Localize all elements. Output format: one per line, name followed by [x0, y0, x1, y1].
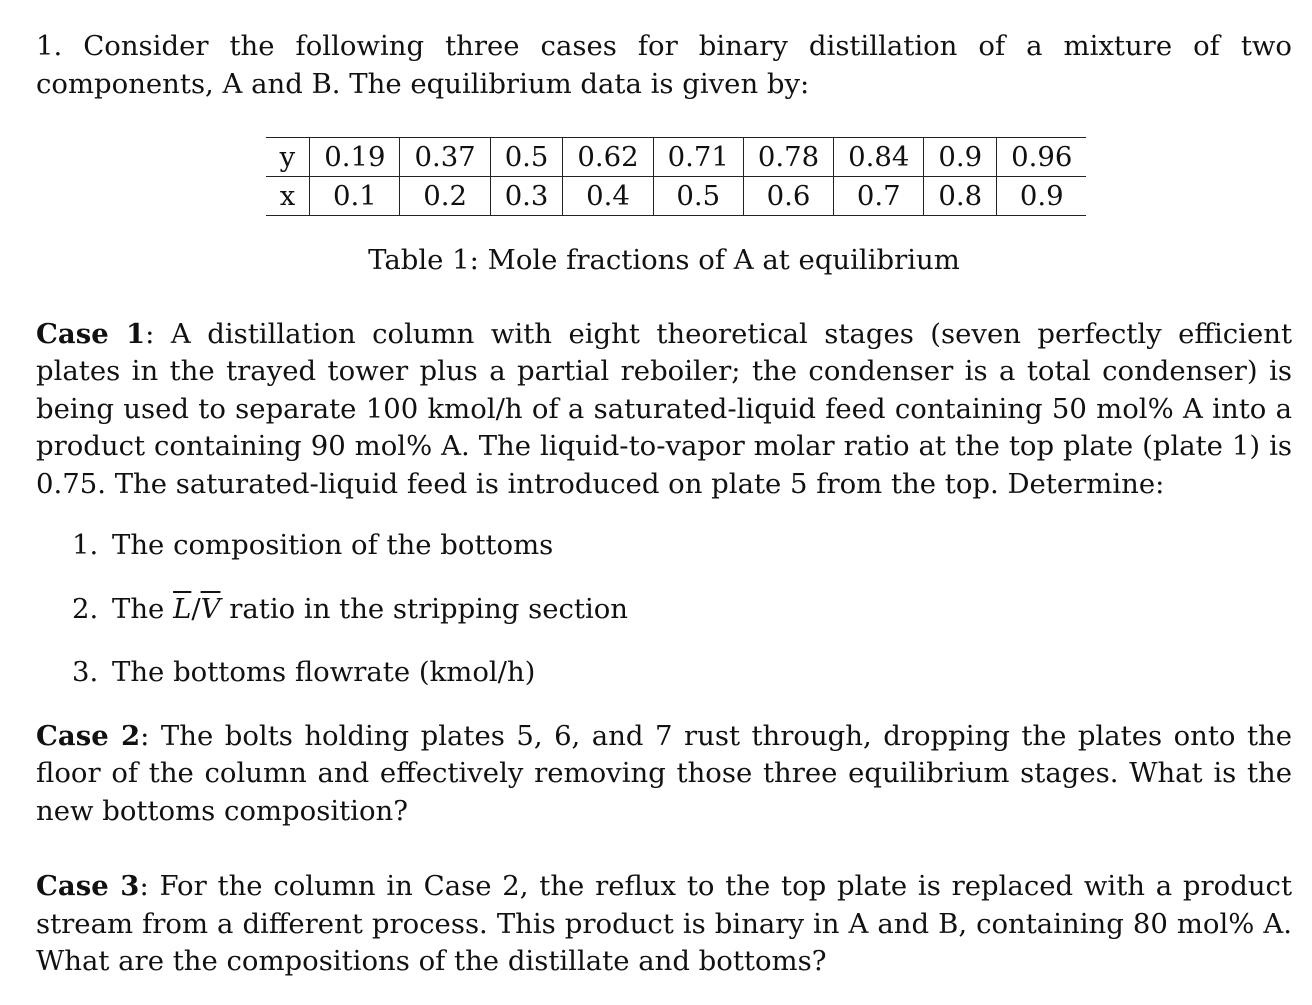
x-cell: 0.5: [653, 177, 743, 216]
case-2-label: Case 2: [36, 719, 141, 752]
question-text-prefix: The: [112, 592, 174, 625]
problem-intro: 1. Consider the following three cases for binary distillation of a mixture of two components, A and B. The equilibrium data is given by:: [36, 30, 1292, 100]
x-cell: 0.3: [490, 177, 563, 216]
y-cell: 0.78: [743, 138, 833, 177]
list-item: [72, 527, 1292, 565]
ratio-slash: /: [191, 592, 201, 625]
case-3-label: Case 3: [36, 870, 140, 902]
table-row-y: [266, 138, 1087, 177]
x-cell: 0.8: [924, 177, 997, 216]
problem-document: [36, 28, 1292, 1005]
table-row-x: [266, 177, 1087, 216]
question-text: The bottoms flowrate (kmol/h): [112, 656, 536, 688]
case-3-paragraph: [36, 868, 1292, 981]
equilibrium-table: [266, 137, 1087, 216]
x-cell: 0.9: [997, 177, 1087, 216]
l-bar-symbol: $\overline{L}$: [173, 592, 192, 625]
y-cell: 0.84: [834, 138, 924, 177]
case-1-label: Case 1: [36, 317, 146, 350]
case-1-text: : A distillation column with eight theoretical stages (seven perfectly efficient plates in the trayed tower plus a partial reboiler; the condenser is a total condenser) is being used to separate 100 kmol/h of a saturated-liquid feed containing 50 mol% A into a product containing 90 mol% A. The liquid-to-vapor molar ratio at the top plate (plate 1) is 0.75. The saturated-liquid feed is introduced on plate 5 from the top. Determine:: [36, 317, 1292, 500]
case-1-paragraph: [36, 316, 1292, 504]
case-3-text: : For the column in Case 2, the reflux to the top plate is replaced with a product stream from a different process. This product is binary in A and B, containing 80 mol% A. What are the compositions of the distillate and bottoms?: [36, 870, 1292, 977]
x-cell: 0.2: [400, 177, 490, 216]
table-caption: Table 1: Mole fractions of A at equilibrium: [368, 244, 960, 276]
y-cell: 0.9: [924, 138, 997, 177]
list-item: [72, 654, 1292, 692]
y-cell: 0.96: [997, 138, 1087, 177]
y-cell: 0.5: [490, 138, 563, 177]
y-cell: 0.71: [653, 138, 743, 177]
row-label-x: x: [279, 180, 296, 212]
case-1-questions: [36, 527, 1292, 692]
question-number: 2.: [72, 592, 99, 625]
question-number: 1.: [72, 529, 99, 561]
question-text: The composition of the bottoms: [112, 529, 554, 561]
y-cell: 0.19: [310, 138, 400, 177]
case-2-text: : The bolts holding plates 5, 6, and 7 rust through, dropping the plates onto the floor of the column and effectively removing those three equilibrium stages. What is the new bottoms composition?: [36, 719, 1292, 827]
equilibrium-table-wrapper: [60, 137, 1292, 216]
x-cell: 0.7: [834, 177, 924, 216]
question-number: 3.: [72, 656, 99, 688]
x-cell: 0.1: [310, 177, 400, 216]
v-bar-symbol: $\overline{V}$: [200, 592, 221, 625]
row-label-y: y: [266, 138, 310, 177]
x-cell: 0.4: [563, 177, 653, 216]
list-item: [72, 591, 1292, 629]
question-text-suffix: ratio in the stripping section: [220, 592, 629, 625]
case-2-paragraph: [36, 718, 1292, 831]
y-cell: 0.37: [400, 138, 490, 177]
x-cell: 0.6: [743, 177, 833, 216]
y-cell: 0.62: [563, 138, 653, 177]
